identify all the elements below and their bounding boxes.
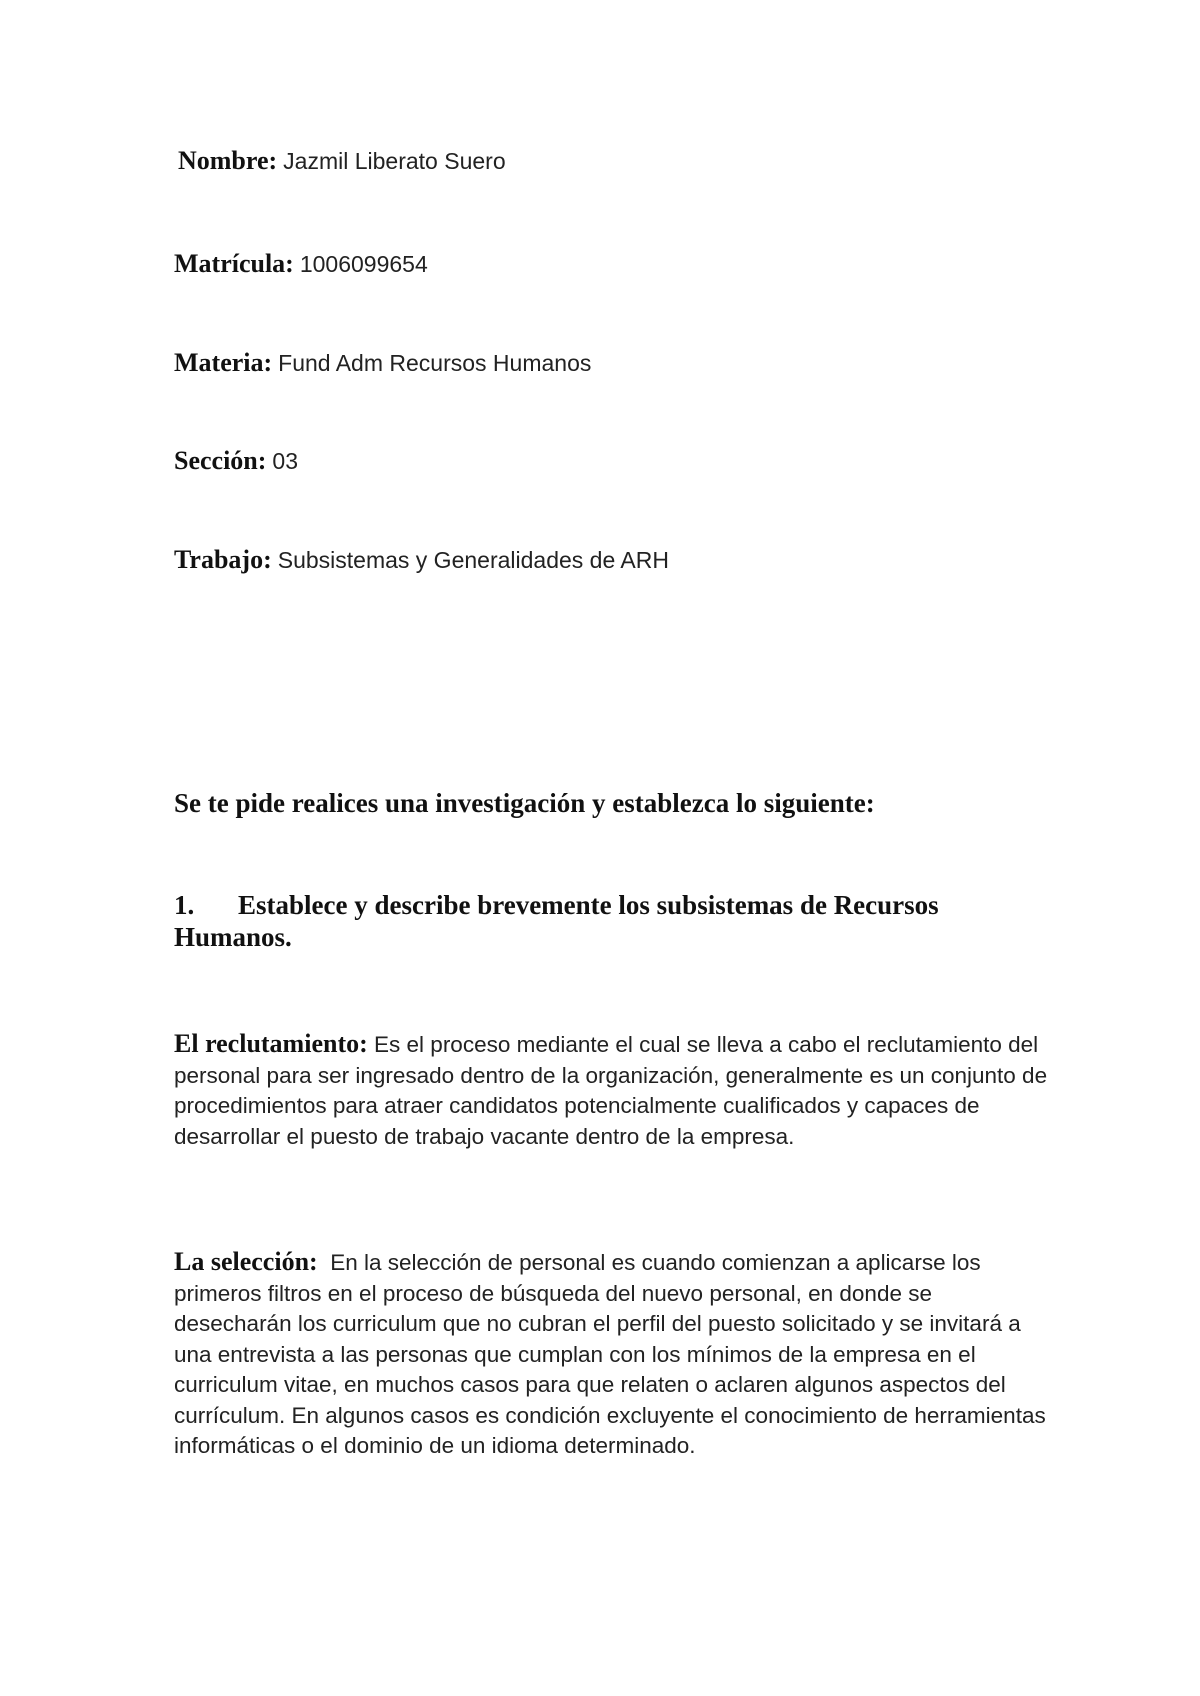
reclutamiento-label: El reclutamiento: bbox=[174, 1029, 368, 1058]
header-seccion bbox=[174, 446, 298, 477]
instruction-heading: Se te pide realices una investigación y establezca lo siguiente: bbox=[174, 788, 875, 818]
seccion-value: 03 bbox=[272, 448, 299, 474]
trabajo-label: Trabajo: bbox=[174, 545, 272, 574]
nombre-label: Nombre: bbox=[178, 146, 278, 175]
trabajo-value: Subsistemas y Generalidades de ARH bbox=[277, 547, 669, 573]
reclutamiento-text: Es el proceso mediante el cual se lleva a cabo el reclutamiento del personal para ser ingresado dentro de la organización, generalmente es un conjunto de procedimientos para atraer candidatos potencialmente cualificados y capaces de desarrollar el puesto de trabajo vacante dentro de la empresa. bbox=[174, 1032, 1048, 1149]
header-materia bbox=[174, 348, 591, 379]
materia-value: Fund Adm Recursos Humanos bbox=[278, 350, 592, 376]
header-nombre bbox=[178, 146, 506, 177]
nombre-value: Jazmil Liberato Suero bbox=[283, 148, 506, 174]
header-matricula bbox=[174, 249, 428, 280]
seleccion-label: La selección: bbox=[174, 1247, 318, 1276]
question-number: 1. bbox=[174, 890, 195, 920]
section-reclutamiento bbox=[174, 1029, 1054, 1152]
materia-label: Materia: bbox=[174, 348, 273, 377]
question-text: Establece y describe brevemente los subsistemas de Recursos Humanos. bbox=[174, 890, 939, 952]
seccion-label: Sección: bbox=[174, 446, 267, 475]
seleccion-text: En la selección de personal es cuando comienzan a aplicarse los primeros filtros en el proceso de búsqueda del nuevo personal, en donde se desecharán los curriculum que no cubran el perfil del puesto solicitado y se invitará a una entrevista a las personas que cumplan con los mínimos de la empresa en el curriculum vitae, en muchos casos para que relaten o aclaren algunos aspectos del currículum. En algunos casos es condición excluyente el conocimiento de herramientas informáticas o el dominio de un idioma determinado. bbox=[174, 1250, 1046, 1458]
matricula-value: 1006099654 bbox=[299, 251, 428, 277]
matricula-label: Matrícula: bbox=[174, 249, 294, 278]
section-seleccion bbox=[174, 1247, 1054, 1462]
question-heading bbox=[174, 889, 1034, 953]
header-trabajo bbox=[174, 545, 669, 576]
